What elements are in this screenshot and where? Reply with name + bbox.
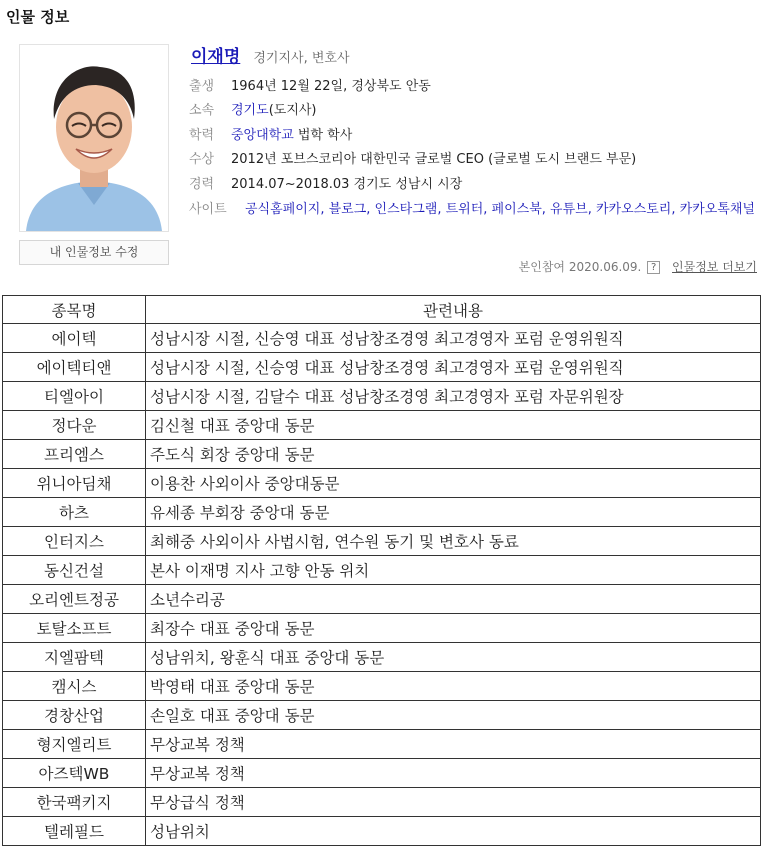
education-link[interactable]: 중앙대학교 bbox=[231, 128, 294, 143]
affiliation-label: 소속 bbox=[189, 103, 215, 118]
profile-photo[interactable] bbox=[19, 44, 169, 232]
edit-profile-button[interactable]: 내 인물정보 수정 bbox=[19, 240, 169, 265]
career-row bbox=[189, 173, 462, 196]
table-row bbox=[3, 382, 761, 411]
table-row bbox=[3, 817, 761, 846]
table-row bbox=[3, 730, 761, 759]
table-row bbox=[3, 585, 761, 614]
verified-date: 본인참여 2020.06.09. bbox=[518, 260, 642, 274]
related-content-cell: 성남위치 bbox=[146, 817, 761, 846]
related-content-cell: 소년수리공 bbox=[146, 585, 761, 614]
birth-value: 1964년 12월 22일, 경상북도 안동 bbox=[231, 79, 431, 94]
stock-name-cell: 지엘팜텍 bbox=[3, 643, 146, 672]
verification-row bbox=[519, 258, 757, 275]
stock-name-cell: 토탈소프트 bbox=[3, 614, 146, 643]
birth-row bbox=[189, 75, 431, 98]
affiliation-link[interactable]: 경기도 bbox=[231, 103, 269, 118]
table-row bbox=[3, 614, 761, 643]
career-value: 2014.07~2018.03 경기도 성남시 시장 bbox=[231, 177, 463, 192]
stock-name-cell: 하츠 bbox=[3, 498, 146, 527]
table-row bbox=[3, 469, 761, 498]
stock-name-cell: 인터지스 bbox=[3, 527, 146, 556]
related-content-cell: 무상급식 정책 bbox=[146, 788, 761, 817]
related-content-cell: 이용찬 사외이사 중앙대동문 bbox=[146, 469, 761, 498]
table-header-row bbox=[3, 296, 761, 324]
person-name-link[interactable]: 이재명 bbox=[191, 47, 241, 67]
stock-name-cell: 형지엘리트 bbox=[3, 730, 146, 759]
table-row bbox=[3, 788, 761, 817]
career-label: 경력 bbox=[189, 177, 215, 192]
related-content-cell: 최장수 대표 중앙대 동문 bbox=[146, 614, 761, 643]
person-role: 경기지사, 변호사 bbox=[253, 51, 350, 66]
header-stock-name: 종목명 bbox=[3, 296, 146, 324]
affiliation-row bbox=[189, 99, 317, 122]
table-row bbox=[3, 672, 761, 701]
birth-label: 출생 bbox=[189, 79, 215, 94]
stock-name-cell: 텔레필드 bbox=[3, 817, 146, 846]
table-row bbox=[3, 643, 761, 672]
stock-name-cell: 캠시스 bbox=[3, 672, 146, 701]
related-content-cell: 손일호 대표 중앙대 동문 bbox=[146, 701, 761, 730]
related-content-cell: 성남시장 시절, 신승영 대표 성남창조경영 최고경영자 포럼 운영위원직 bbox=[146, 324, 761, 353]
stock-name-cell: 한국팩키지 bbox=[3, 788, 146, 817]
related-content-cell: 무상교복 정책 bbox=[146, 730, 761, 759]
help-icon[interactable]: ? bbox=[647, 261, 660, 274]
table-row bbox=[3, 556, 761, 585]
related-content-cell: 성남시장 시절, 김달수 대표 성남창조경영 최고경영자 포럼 자문위원장 bbox=[146, 382, 761, 411]
sites-label: 사이트 bbox=[189, 202, 227, 217]
stock-name-cell: 에이텍티앤 bbox=[3, 353, 146, 382]
portrait-image bbox=[20, 45, 168, 231]
education-label: 학력 bbox=[189, 128, 215, 143]
table-row bbox=[3, 353, 761, 382]
related-content-cell: 성남시장 시절, 신승영 대표 성남창조경영 최고경영자 포럼 운영위원직 bbox=[146, 353, 761, 382]
stock-name-cell: 프리엠스 bbox=[3, 440, 146, 469]
table-row bbox=[3, 527, 761, 556]
related-content-cell: 본사 이재명 지사 고향 안동 위치 bbox=[146, 556, 761, 585]
related-content-cell: 무상교복 정책 bbox=[146, 759, 761, 788]
stock-name-cell: 티엘아이 bbox=[3, 382, 146, 411]
table-row bbox=[3, 440, 761, 469]
table-row bbox=[3, 411, 761, 440]
related-content-cell: 주도식 회장 중앙대 동문 bbox=[146, 440, 761, 469]
stock-name-cell: 경창산업 bbox=[3, 701, 146, 730]
table-row bbox=[3, 324, 761, 353]
name-row bbox=[191, 42, 350, 67]
related-content-cell: 최해중 사외이사 사법시험, 연수원 동기 및 변호사 동료 bbox=[146, 527, 761, 556]
stock-name-cell: 위니아딤채 bbox=[3, 469, 146, 498]
stock-name-cell: 에이텍 bbox=[3, 324, 146, 353]
education-rest: 법학 학사 bbox=[293, 128, 353, 143]
education-row bbox=[189, 124, 352, 147]
related-stocks-table bbox=[2, 295, 761, 846]
affiliation-rest: (도지사) bbox=[268, 103, 317, 118]
award-row bbox=[189, 148, 636, 171]
stock-name-cell: 동신건설 bbox=[3, 556, 146, 585]
stock-name-cell: 정다운 bbox=[3, 411, 146, 440]
table-row bbox=[3, 498, 761, 527]
stock-name-cell: 오리엔트정공 bbox=[3, 585, 146, 614]
header-related-content: 관련내용 bbox=[146, 296, 761, 324]
table-row bbox=[3, 701, 761, 730]
award-value: 2012년 포브스코리아 대한민국 글로벌 CEO (글로벌 도시 브랜드 부문) bbox=[231, 152, 637, 167]
section-title: 인물 정보 bbox=[6, 8, 70, 26]
related-content-cell: 박영태 대표 중앙대 동문 bbox=[146, 672, 761, 701]
sites-links[interactable]: 공식홈페이지, 블로그, 인스타그램, 트위터, 페이스북, 유튜브, 카카오스토리, 카카오톡채널 bbox=[245, 202, 755, 217]
related-content-cell: 성남위치, 왕훈식 대표 중앙대 동문 bbox=[146, 643, 761, 672]
stock-name-cell: 아즈텍WB bbox=[3, 759, 146, 788]
related-content-cell: 김신철 대표 중앙대 동문 bbox=[146, 411, 761, 440]
more-profile-link[interactable]: 인물정보 더보기 bbox=[672, 260, 757, 274]
table-row bbox=[3, 759, 761, 788]
related-content-cell: 유세종 부회장 중앙대 동문 bbox=[146, 498, 761, 527]
award-label: 수상 bbox=[189, 152, 215, 167]
